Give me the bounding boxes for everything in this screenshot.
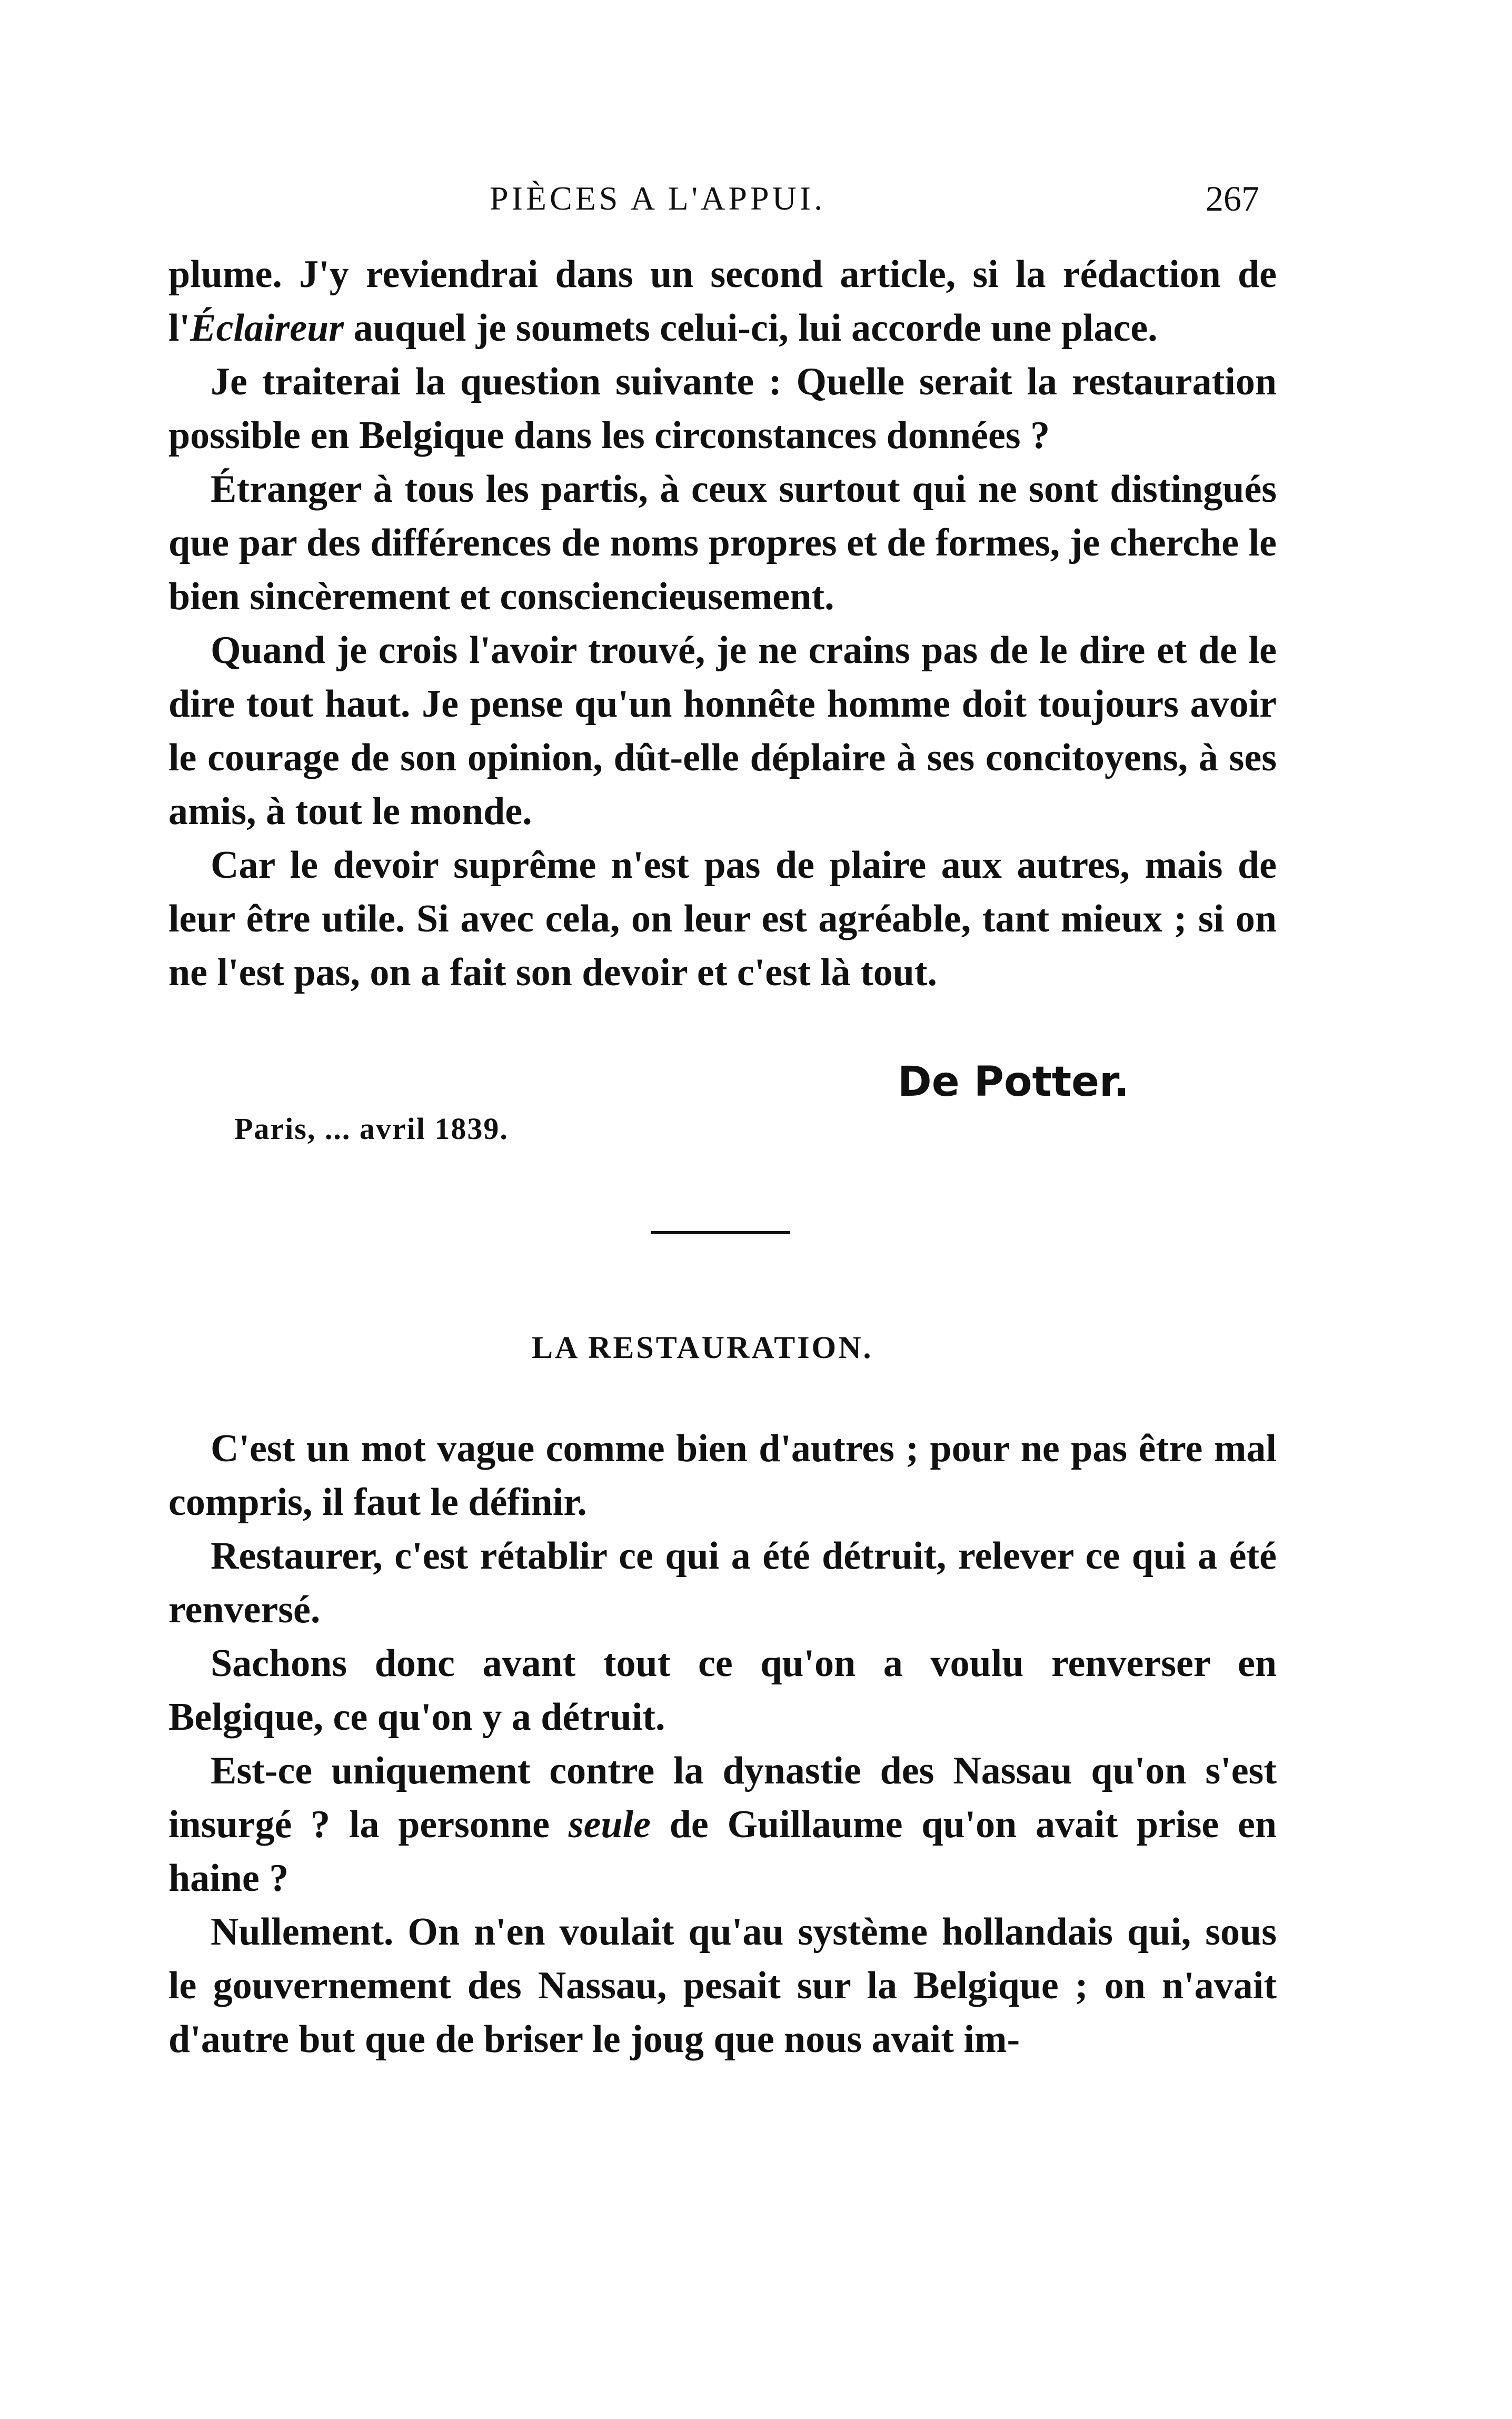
paragraph: Quand je crois l'avoir trouvé, je ne crains pas de le dire et de le dire tout haut. Je pense qu'un honnête homme doit toujours avoir le courage de son opinion, dût-elle déplaire à ses concitoyens, à ses amis, à tout le monde. <box>168 629 1277 833</box>
paragraph: Car le devoir suprême n'est pas de plaire aux autres, mais de leur être utile. Si avec cela, on leur est agréable, tant mieux ; si on ne l'est pas, on a fait son devoir et c'est là tout. <box>168 844 1277 994</box>
paragraph: C'est un mot vague comme bien d'autres ; pour ne pas être mal compris, il faut le définir. <box>168 1427 1277 1524</box>
paragraph <box>168 247 1277 355</box>
paragraph: Sachons donc avant tout ce qu'on a voulu renverser en Belgique, ce qu'on y a détruit. <box>168 1642 1277 1739</box>
paragraph: Je traiterai la question suivante : Quelle serait la restauration possible en Belgique dans les circonstances données ? <box>168 360 1277 457</box>
letter-body <box>168 247 1277 999</box>
paragraph: Étranger à tous les partis, à ceux surtout qui ne sont distingués que par des différences de noms propres et de formes, je cherche le bien sincèrement et consciencieusement. <box>168 468 1277 618</box>
section-body <box>168 1422 1277 2066</box>
paragraph-text: auquel je soumets celui-ci, lui accorde une place. <box>344 306 1158 350</box>
paragraph-text: Est-ce uniquement contre la dynastie des Nassau qu'on s'est insurgé ? la personne <box>168 1749 1277 1846</box>
paragraph-text: de Guillaume qu'on avait prise en haine ? <box>168 1803 1277 1900</box>
section-divider <box>651 1231 790 1234</box>
emphasis-text: seule <box>568 1803 651 1846</box>
section-title: LA RESTAURATION. <box>532 1330 873 1365</box>
journal-name: Éclaireur <box>190 306 344 350</box>
page-number: 267 <box>1206 179 1259 219</box>
paragraph: Restaurer, c'est rétablir ce qui a été détruit, relever ce qui a été renversé. <box>168 1534 1277 1631</box>
dateline: Paris, ... avril 1839. <box>234 1112 509 1146</box>
running-header: PIÈCES A L'APPUI. <box>490 180 826 217</box>
paragraph-text: plume. J'y reviendrai dans un second article, si la rédaction de l' <box>168 253 1277 350</box>
paragraph <box>168 1744 1277 1905</box>
paragraph: Nullement. On n'en voulait qu'au système hollandais qui, sous le gouvernement des Nassau, pesait sur la Belgique ; on n'avait d'autre but que de briser le joug que nous avait im- <box>168 1910 1277 2061</box>
signature: De Potter. <box>898 1058 1130 1106</box>
